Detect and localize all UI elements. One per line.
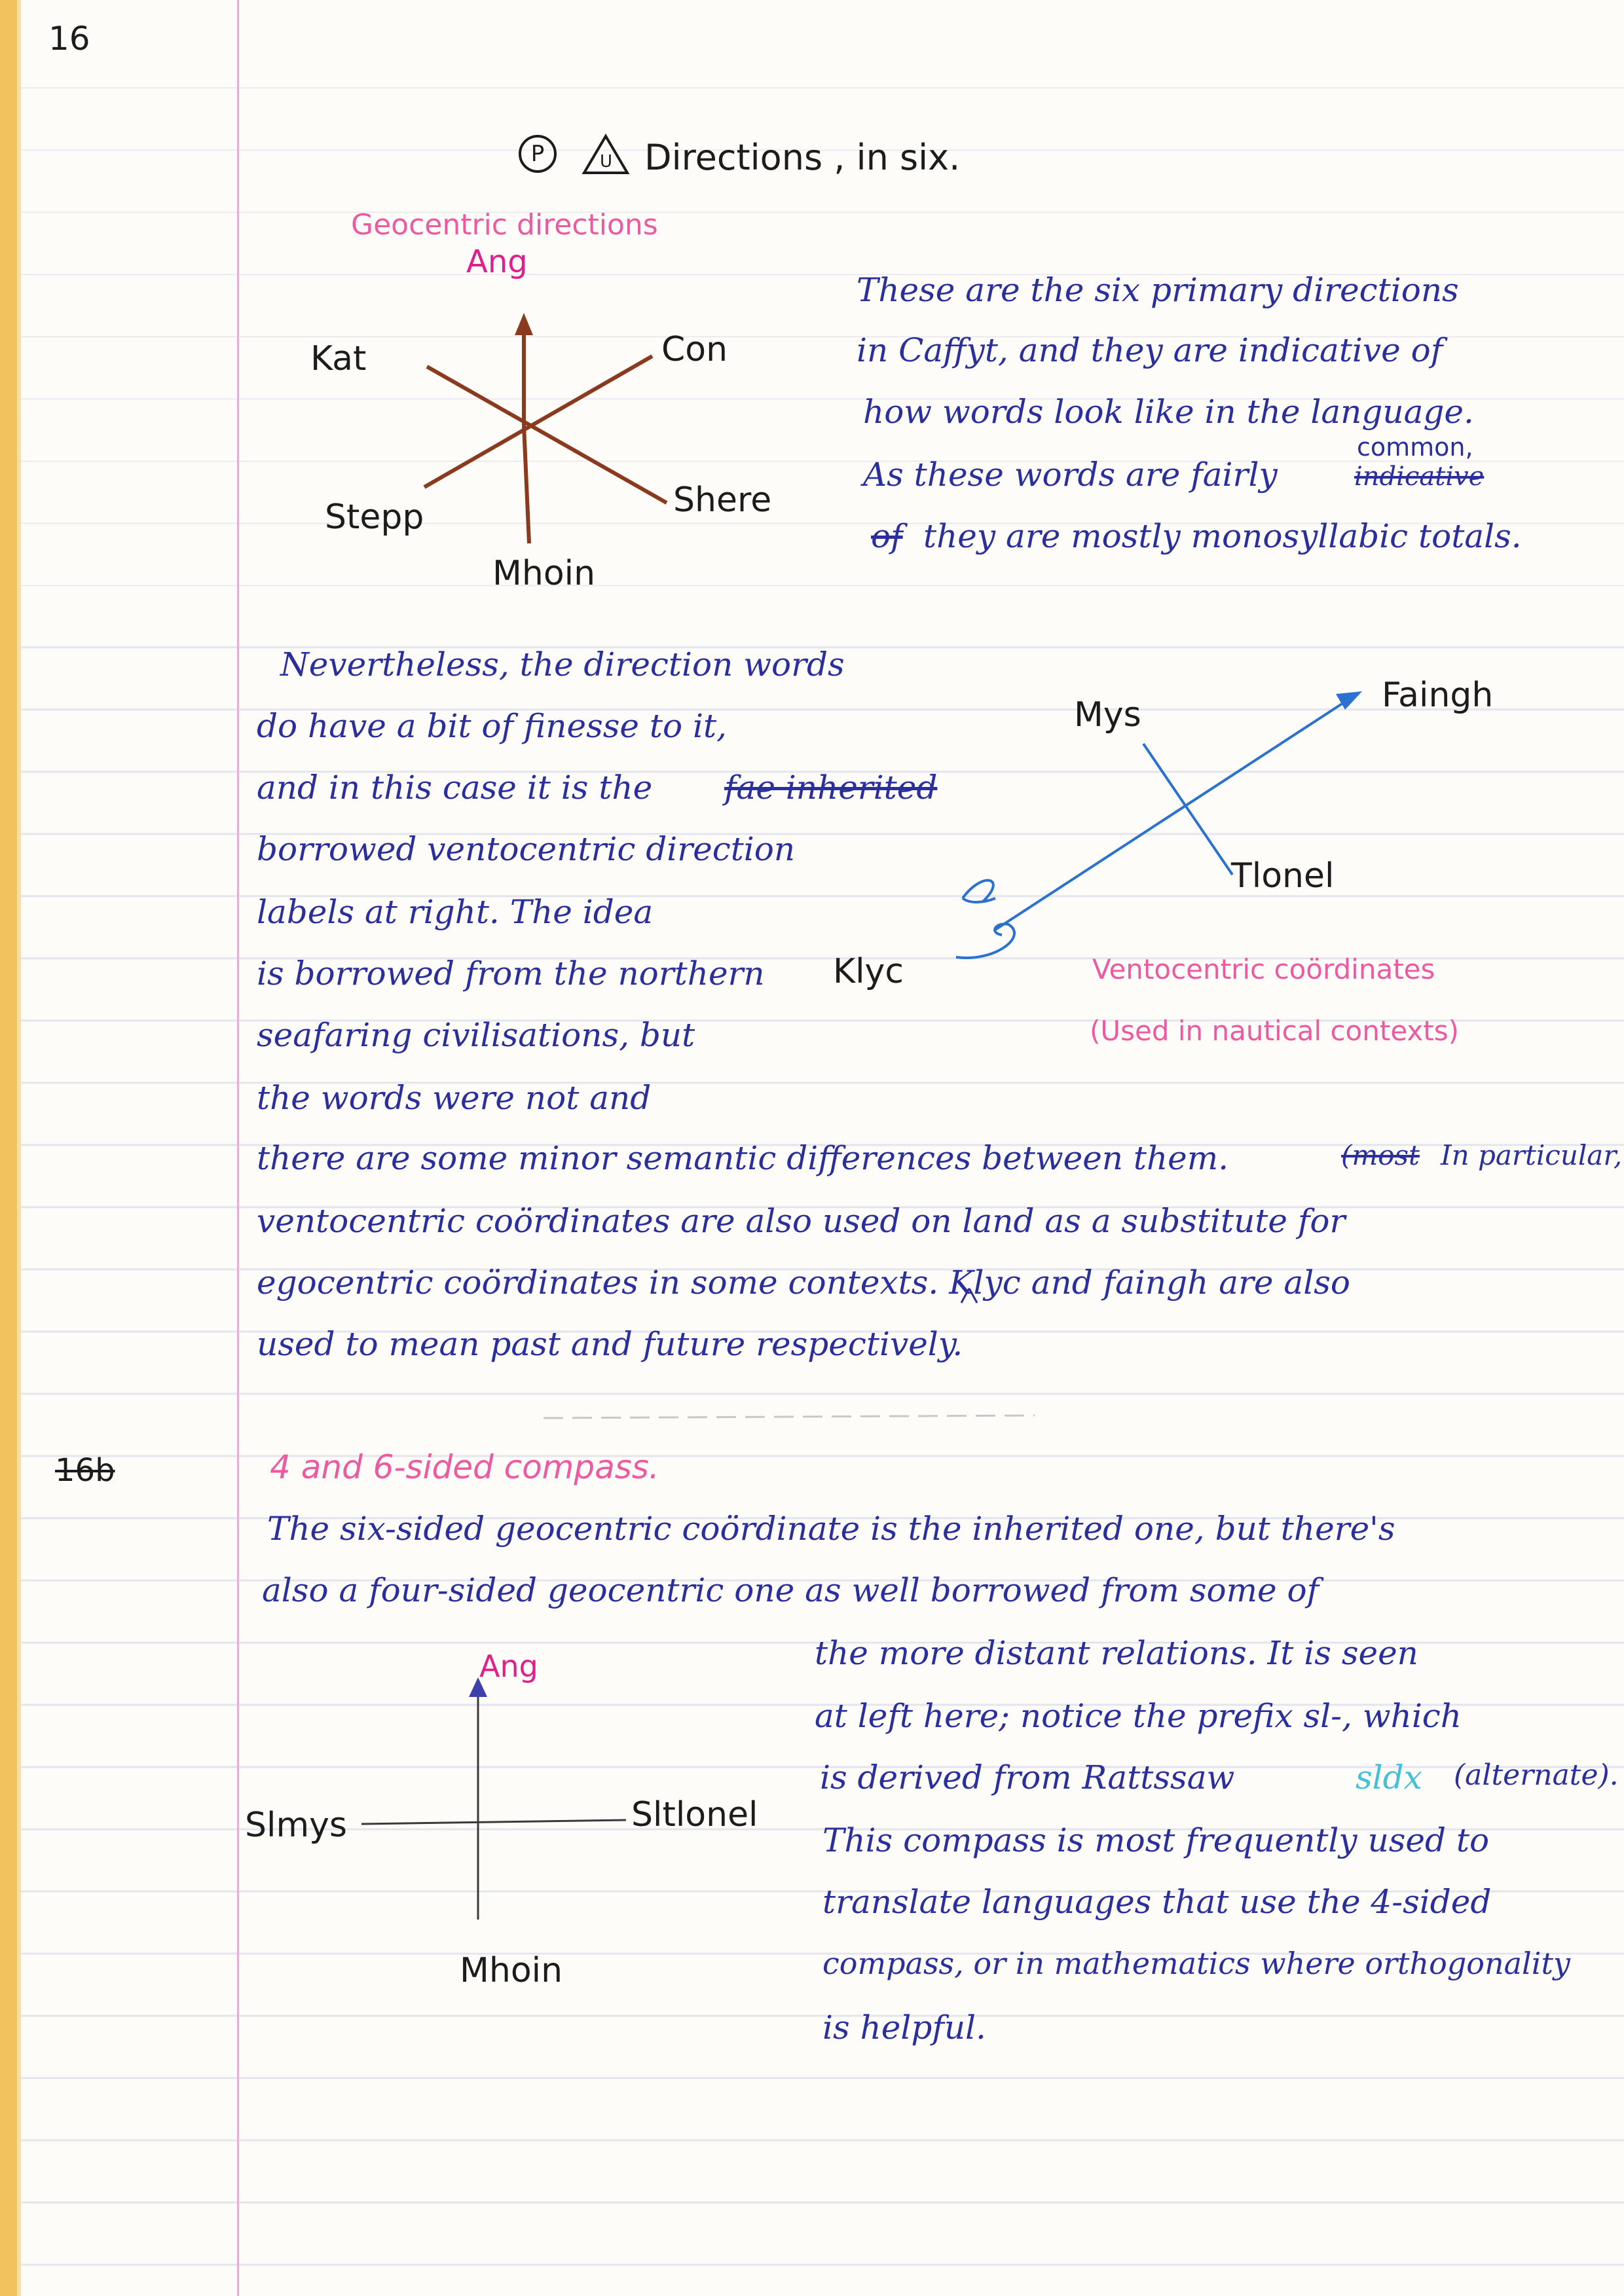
geocentric-label-stepp: Stepp (325, 498, 424, 537)
axis-stepp-con (424, 356, 652, 487)
nevertheless-line-5: labels at right. The idea (257, 893, 654, 931)
section2-heading: 4 and 6-sided compass. (270, 1448, 659, 1486)
ventocentric-label-faingh: Faingh (1382, 676, 1494, 715)
ventocentric-note: (Used in nautical contexts) (1090, 1015, 1460, 1047)
four-sided-label-slmys: Slmys (245, 1806, 347, 1845)
title-mark-u-letter: U (600, 152, 613, 172)
squiggle-bottom (956, 924, 1014, 958)
nevertheless-line-3: and in this case it is the (257, 769, 653, 807)
paragraph3-after-cyan: (alternate). (1454, 1758, 1619, 1792)
paragraph3-line-2: at left here; notice the prefix sl-, which (815, 1697, 1462, 1735)
intro-line-3: how words look like in the language. (863, 393, 1474, 431)
geocentric-compass (424, 313, 667, 543)
axis-mys-tlonel (1143, 744, 1232, 875)
page-title: Directions , in six. (644, 137, 961, 178)
paragraph3-line-1: the more distant relations. It is seen (815, 1634, 1418, 1672)
geocentric-label-mhoin: Mhoin (492, 554, 596, 593)
struck-page-number: 16b (55, 1452, 115, 1489)
geocentric-caption: Geocentric directions (351, 208, 658, 242)
ventocentric-label-tlonel: Tlonel (1231, 856, 1335, 896)
nevertheless-line-7: seafaring civilisations, but (257, 1016, 695, 1054)
geocentric-label-shere: Shere (673, 481, 772, 520)
four-sided-label-ang: Ang (479, 1649, 538, 1684)
intro-line-2: in Caffyt, and they are indicative of (857, 331, 1443, 369)
paragraph2-line-1: there are some minor semantic differences between them. (257, 1139, 1229, 1177)
paragraph3-line-4: This compass is most frequently used to (822, 1821, 1490, 1859)
nevertheless-struck-text: fae inherited (724, 769, 938, 807)
four-sided-label-sltlonel: Sltlonel (631, 1795, 758, 1834)
page-number: 16 (48, 20, 90, 58)
ventocentric-compass (956, 691, 1362, 958)
paragraph2-struck-text: (most (1341, 1139, 1420, 1171)
section2-line-1: The six-sided geocentric coördinate is the inherited one, but there's (267, 1510, 1395, 1548)
intro-line-5: they are mostly monosyllabic totals. (923, 517, 1522, 555)
nevertheless-line-6: is borrowed from the northern (257, 955, 765, 993)
nevertheless-line-1: Nevertheless, the direction words (280, 646, 845, 683)
section2-line-2: also a four-sided geocentric one as well borrowed from some of (262, 1571, 1320, 1609)
arrowhead-faingh-icon (1336, 691, 1362, 710)
paragraph2-line-4: used to mean past and future respectively. (257, 1325, 963, 1363)
paragraph2-line-3: egocentric coördinates in some contexts. Klyc and faingh are also (257, 1264, 1350, 1302)
four-sided-compass (361, 1677, 626, 1920)
geocentric-label-ang: Ang (466, 244, 528, 280)
intro-line-4: As these words are fairly (863, 456, 1278, 494)
nevertheless-line-8: the words were not and (257, 1079, 652, 1117)
paragraph3-line-3: is derived from Rattssaw (820, 1758, 1235, 1796)
paragraph2-tail: In particular, (1441, 1139, 1623, 1171)
ventocentric-caption: Ventocentric coördinates (1092, 953, 1435, 985)
geocentric-label-kat: Kat (310, 339, 367, 378)
nevertheless-line-4: borrowed ventocentric direction (257, 830, 796, 868)
paragraph3-line-7: is helpful. (822, 2009, 986, 2047)
ventocentric-label-klyc: Klyc (833, 952, 904, 991)
paragraph2-line-2: ventocentric coördinates are also used on land as a substitute for (257, 1202, 1346, 1240)
axis-kat-shere (427, 367, 667, 503)
paragraph3-line-6: compass, or in mathematics where orthogonality (822, 1946, 1570, 1981)
intro-line-1: These are the six primary directions (857, 271, 1459, 309)
axis-horizontal (361, 1820, 626, 1824)
squiggle-top (963, 881, 995, 902)
nevertheless-line-2: do have a bit of finesse to it, (257, 707, 727, 745)
paragraph3-line-5: translate languages that use the 4-sided (822, 1883, 1492, 1921)
four-sided-label-mhoin: Mhoin (460, 1951, 563, 1990)
pencil-line (544, 1415, 1035, 1418)
intro-struck-of: of (871, 517, 903, 555)
intro-struck-indicative: indicative (1354, 462, 1485, 492)
arrowhead-up-icon (515, 313, 533, 335)
intro-insert-common: common, (1357, 433, 1473, 462)
ventocentric-label-mys: Mys (1074, 695, 1141, 735)
geocentric-label-con: Con (661, 330, 728, 369)
axis-down (524, 426, 529, 543)
title-mark-p-letter: P (530, 141, 545, 167)
paragraph3-cyan-word: sldx (1356, 1758, 1422, 1796)
